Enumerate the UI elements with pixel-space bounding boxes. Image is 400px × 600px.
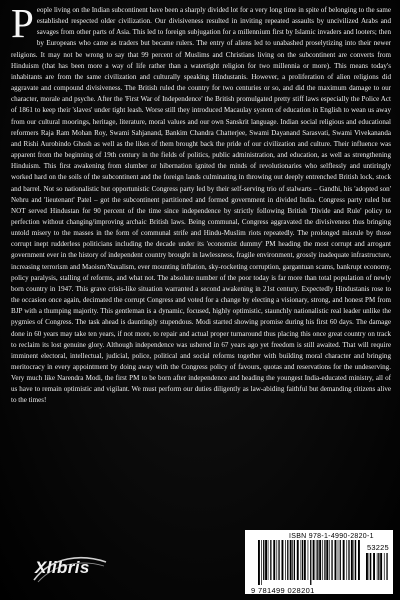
barcode-bar [268,540,269,580]
barcode-bar [335,540,337,580]
barcode-bar [340,540,341,580]
barcode-bar [355,540,356,580]
barcode-bar [258,540,260,585]
barcode-bar [317,540,318,580]
publisher-logo: Xlibris [35,558,90,577]
barcode-bar [282,540,284,580]
barcode-digits: 9 781499 028201 [251,586,315,595]
barcode-bar [313,540,315,580]
barcode-bar [301,540,302,580]
barcode-bar [273,540,275,580]
barcode-bar [370,553,371,580]
barcode-bar [358,540,360,580]
barcode-bar [265,540,267,580]
price-code: 53225 [367,543,389,552]
drop-cap: P [11,0,34,46]
barcode-bar [373,553,375,580]
barcode-bar [261,540,262,585]
barcode-bar [310,540,311,585]
barcode-bar [278,540,279,580]
barcode-bar [351,540,353,580]
barcode-bar [378,553,379,580]
barcode-bar [319,540,321,580]
barcode-bar [380,553,382,580]
barcode-bar [354,540,355,580]
isbn-label: ISBN 978-1-4990-2820-1 [289,533,374,540]
barcode-bar [384,553,385,580]
barcode-bar [302,540,303,580]
barcode-bar [331,540,332,580]
barcode-bar [326,540,328,580]
barcode-bar [386,553,387,580]
barcode-bar [285,540,286,580]
barcode-bar [263,540,264,580]
barcode-bar [292,540,293,580]
barcode-bar [316,540,317,580]
barcode-bar [324,540,325,580]
barcode-bar [348,540,349,580]
barcode-bar [297,540,299,580]
blurb-text [11,0,391,407]
barcode-bar [322,540,323,580]
barcode-bar [304,540,306,580]
barcode-bar [343,540,345,580]
ean-barcode [258,540,362,585]
barcode-bar [287,540,288,580]
addon-barcode [366,553,390,585]
barcode-bar [377,553,378,580]
barcode-bar [290,540,292,580]
barcode-bar [308,540,309,580]
blurb-body: eople living on the Indian subcontinent have been a sharply divided lot for a very long time in spite of belonging to the same established respected older civilization. Our divisiveness resulted in inviting repeated assaults by uncivilized Arabs and savages from other parts of Asia. This led to foreign subjugation for a millennium first by Islamic invaders and looters; then by Europeans who came as traders but became rulers. The entry of aliens led to unabashed proselytizing into their newer religions. It may not be wrong to say that 99 percent of Muslims and Christians living on the subcontinent are converts from Hinduism (that has been more a way of life rather than a watertight religion for two millennia or more). This means today's inhabitants are from the same civilization and culturally speaking Hindustanis. However, a proliferation of alien religions did aggravate and compound divisiveness. The British ruled the country for two centuries or so, and did the maximum damage to our character, morale and psyche. After the 'First War of Independence' the British promulgated pretty stiff laws especially the Police Act of 1861 to keep their 'slaves' under tight leash. Worse still they introduced Macaulay system of education in English to wean us away from our cultural moorings, heritage, literature, moral values and our own Sanskrit language. Indian social religious and educational reformers Raja Ram Mohan Roy, Swami Sahjanand, Bankim Chandra Chatterjee, Swami Dayanand Sarasvati, Swami Vivekananda and Rishi Aurobindo Ghosh as well as the likes of them brought back the pride of our civilization and culture. Their influence was apparent from the beginning of 19th century in the fields of politics, public administration, and education, as well as strengthening Hinduism. This first awakening from slumber or hibernation ignited the minds of revolutionaries who selflessly and untiringly worked hard on the soils of the subcontinent and the foreign lands culminating in throwing out deeply entrenched British lock, stock and barrel. Not so nationalistic but opportunistic Congress party led by their self-serving trio of stalwarts – Gandhi, his 'adopted son' Nehru and 'lieutenant' Patel – got the subcontinent partitioned and formed government in divided India. Congress party ruled but NOT served Hindustan for 90 percent of the time since independence by strictly following British 'Divide and Rule' policy to perfection without changing/improving archaic British laws. Being communal, Congress aggravated the divisiveness thus bringing untold misery to the masses in the form of communal strife and Hindu-Muslim riots repeatedly. The prolonged misrule by those corrupt inept rudderless politicians including the decade under its 'economist dummy' PM heading the most corrupt and arrogant government ever in the history of independent country brought in lawlessness, fragile environment, grossly inadequate infrastructure, increasing terrorism and Maoism/Naxalism, ever mounting inflation, sky-rocketing corruption, gargantuan scams, bankrupt economy, policy paralysis, stalling of reforms, and what not. The absolute number of the poor today is far more than total population of newly born country in 1947. This grave crisis-like situation warranted a second awakening in 21st century. Expectedly Hindustanis rose to the occasion once again, decimated the corrupt Congress and voted for a change by electing a visionary, strong, and honest PM from BJP with a thumping majority. This gentleman is a dynamic, focused, highly optimistic, staunchly nationalistic real leader unlike the pygmies of Congress. The task ahead is dauntingly stupendous. Modi started showing promise during his first 60 days. The damage done in 60 years may take ten years, if not more, to repair and actual proper turnaround thus placing this once great country on track to reclaim its lost genuine glory. Although independence was ushered in 67 years ago yet freedom is still awaited. That will require imminent electoral, intellectual, judicial, police, political and social reforms together with building moral character and bringing meritocracy in every appointment by doing away with the Congress policy of favours, quotas and reservations for the undeserving. Very much like Narendra Modi, the first PM to be born after independence and heading the youngest India-educated ministry, all of us have to remain optimistic and vigilant. We must perform our duties diligently as law-abiding faithful but demanding citizens alive to the times! [11,6,391,405]
barcode-bar [346,540,347,580]
barcode-bar [276,540,277,580]
barcode-bar [338,540,339,580]
barcode-bar [329,540,330,580]
barcode-bar [294,540,295,580]
barcode-bar [369,553,370,580]
barcode-bar [366,553,368,580]
barcode-bar [270,540,271,580]
